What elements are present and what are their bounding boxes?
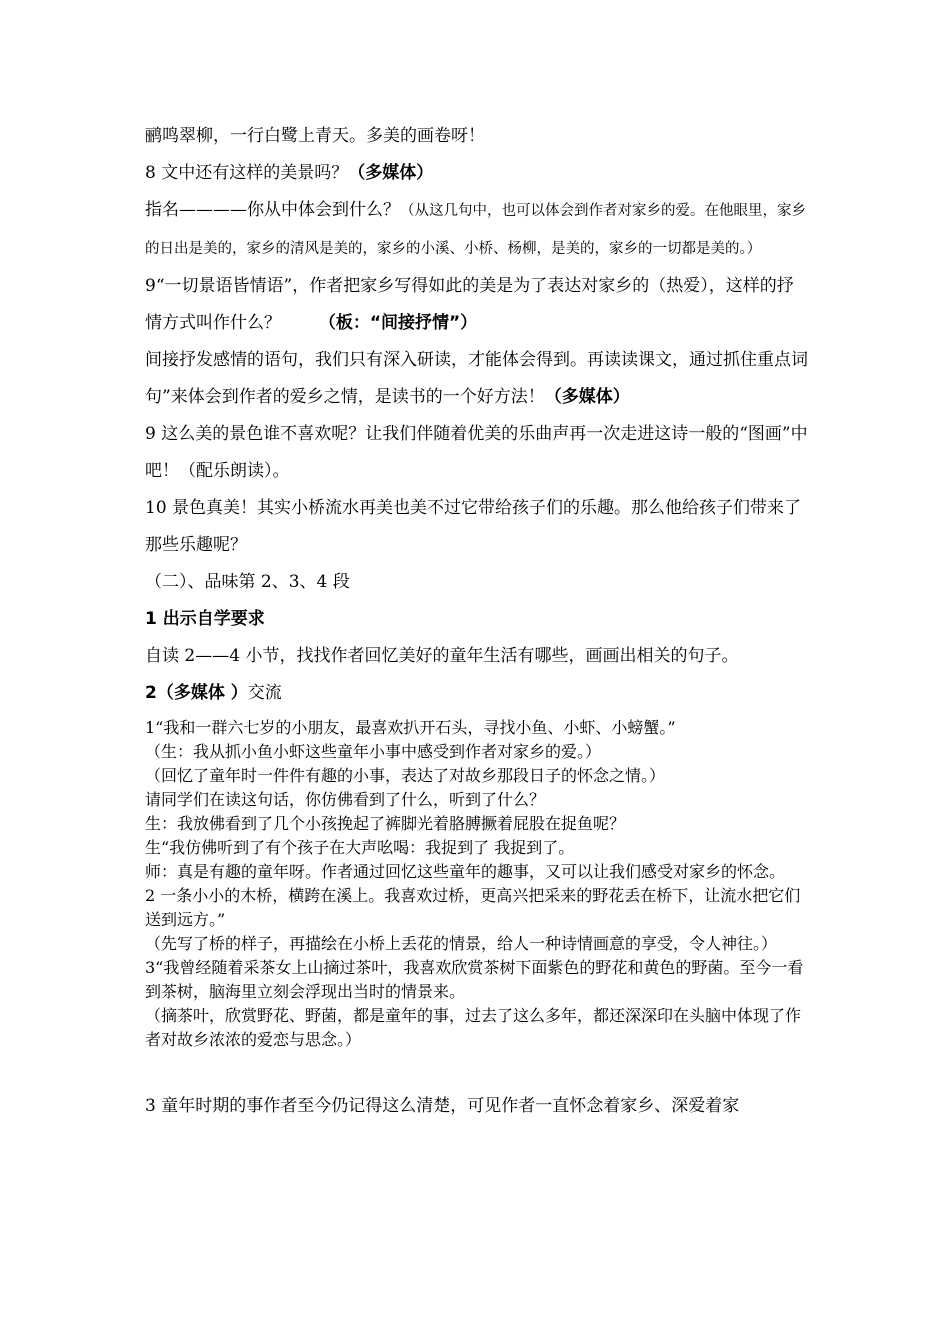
spacer [145,1052,810,1088]
quote-line: 师：真是有趣的童年呀。作者通过回忆这些童年的趣事，又可以让我们感受对家乡的怀念。 [145,862,786,881]
text-line: 指名————你从中体会到什么？（从这几句中，也可以体会到作者对家乡的爱。在他眼里，家乡的日出是美的，家乡的清风是美的，家乡的小溪、小桥、杨柳，是美的，家乡的一切都是美的。） [145,200,806,257]
text-line: 9 这么美的景色谁不喜欢呢？让我们伴随着优美的乐曲声再一次走进这诗一般的“图画”中吧！（配乐朗读）。 [145,424,808,481]
quote-line: 2 一条小小的木桥，横跨在溪上。我喜欢过桥，更高兴把采来的野花丢在桥下，让流水把它们送到远方。” [145,886,801,929]
step-heading: 1 出示自学要求 [145,609,265,629]
document-body [145,118,810,1125]
answer-note: （从这几句中，也可以体会到作者对家乡的爱。在他眼里，家乡的日出是美的，家乡的清风是美的，家乡的小溪、小桥、杨柳，是美的，家乡的一切都是美的。） [145,203,806,257]
multimedia-label: 2（多媒体 ） [145,683,248,703]
text-line: 鹂鸣翠柳，一行白鹭上青天。多美的画卷呀！ [145,126,485,146]
quote-line: （回忆了童年时一件件有趣的小事，表达了对故乡那段日子的怀念之情。） [145,766,666,785]
section-heading: （二）、品味第 2、3、4 段 [145,572,350,592]
quote-line: 3“我曾经随着采茶女上山摘过茶叶，我喜欢欣赏茶树下面紫色的野花和黄色的野菌。至今一看到茶树，脑海里立刻会浮现出当时的情景来。 [145,958,804,1001]
quote-line: 1“我和一群六七岁的小朋友，最喜欢扒开石头，寻找小鱼、小虾、小螃蟹。” [145,718,676,737]
quote-line: 生：我放佛看到了几个小孩挽起了裤脚光着胳膊撅着屁股在捉鱼呢？ [145,814,626,833]
quote-line: 请同学们在读这句话，你仿佛看到了什么，听到了什么？ [145,790,546,809]
text-line: 自读 2——4 小节，找找作者回忆美好的童年生活有哪些，画画出相关的句子。 [145,646,739,666]
text-line: 3 童年时期的事作者至今仍记得这么清楚，可见作者一直怀念着家乡、深爱着家 [145,1096,740,1116]
quote-line: （先写了桥的样子，再描绘在小桥上丢花的情景，给人一种诗情画意的享受，令人神往。） [145,934,778,953]
quote-line: 生“我仿佛听到了有个孩子在大声吆喝：我捉到了 我捉到了。 [145,838,575,857]
text-line: 2（多媒体 ）交流 [145,683,282,703]
quote-block [145,716,810,1052]
multimedia-label: （多媒体） [544,387,630,407]
text-line: 间接抒发感情的语句，我们只有深入研读，才能体会得到。再读读课文，通过抓住重点词句”来体会到作者的爱乡之情，是读书的一个好方法！（多媒体） [145,350,808,407]
text-line: 8 文中还有这样的美景吗？（多媒体） [145,163,434,183]
multimedia-label: （多媒体） [348,163,434,183]
text-line: 10 景色真美！其实小桥流水再美也美不过它带给孩子们的乐趣。那么他给孩子们带来了那些乐趣呢？ [145,498,802,555]
quote-line: （摘茶叶，欣赏野花、野菌，都是童年的事，过去了这么多年，都还深深印在头脑中体现了作者对故乡浓浓的爱恋与思念。） [145,1006,802,1049]
quote-line: （生：我从抓小鱼小虾这些童年小事中感受到作者对家乡的爱。） [145,742,602,761]
board-note: （板：“间接抒情”） [318,313,478,333]
text-line: 9“一切景语皆情语”，作者把家乡写得如此的美是为了表达对家乡的（热爱），这样的抒情方式叫作什么？ （板：“间接抒情”） [145,276,794,333]
